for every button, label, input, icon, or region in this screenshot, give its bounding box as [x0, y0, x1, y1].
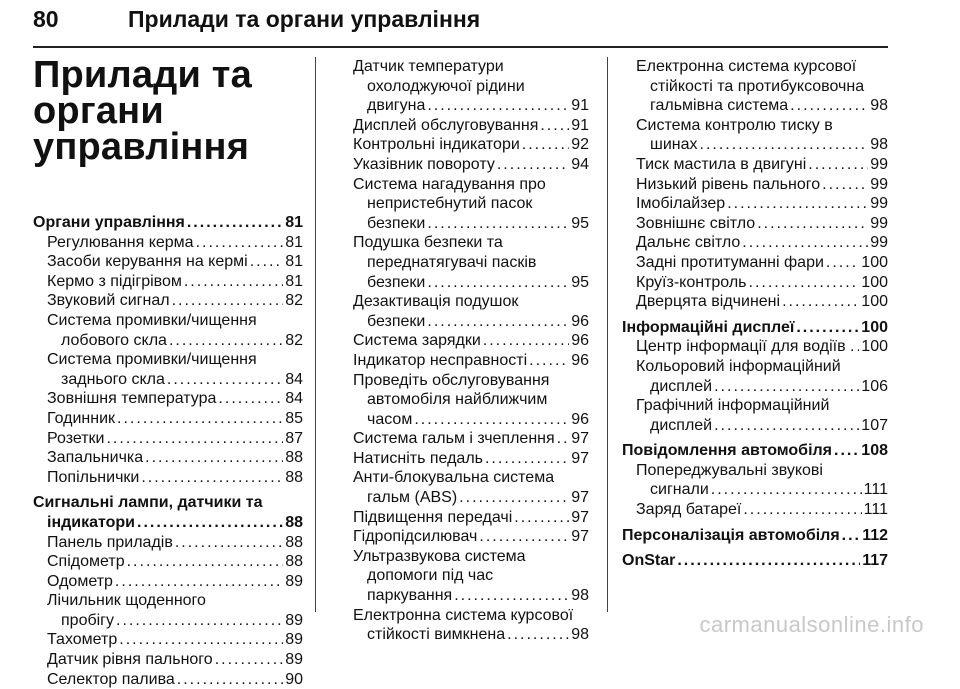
toc-entry-text: Регулювання керма: [47, 233, 194, 251]
dot-leader: [749, 273, 860, 293]
toc-page-number: 111: [863, 501, 888, 519]
toc-column-3: [622, 57, 888, 571]
toc-entry-text: Дальнє світло: [636, 234, 741, 252]
toc-entry-text: Натисніть педаль: [353, 449, 483, 467]
toc-entry-text: сигнали: [650, 481, 709, 499]
toc-entry-text: Зовнішня температура: [47, 390, 217, 408]
toc-entry[interactable]: [622, 233, 888, 253]
toc-section-entry[interactable]: [622, 441, 888, 461]
dot-leader: [483, 331, 569, 351]
dot-leader: [117, 409, 283, 429]
dot-leader: [522, 135, 569, 155]
toc-page-number: 97: [571, 489, 589, 507]
toc-entry-text: непристебнутий пасок: [367, 195, 533, 213]
toc-entry-text: стійкості вимкнена: [367, 626, 506, 644]
dot-leader: [826, 253, 859, 273]
toc-entry[interactable]: [33, 429, 303, 449]
toc-entry[interactable]: [339, 429, 589, 449]
dot-leader: [250, 252, 284, 272]
toc-page-number: 89: [285, 611, 303, 629]
dot-leader: [497, 155, 569, 175]
dot-leader: [514, 508, 569, 528]
toc-entry[interactable]: [622, 253, 888, 273]
running-title: Прилади та органи управління: [128, 6, 481, 32]
toc-entry-text: Кермо з підігрівом: [47, 272, 182, 290]
dot-leader: [711, 480, 862, 500]
dot-leader: [485, 449, 569, 469]
toc-entry[interactable]: [622, 273, 888, 293]
dot-leader: [714, 377, 859, 397]
toc-page-number: 95: [571, 273, 589, 291]
toc-list: [33, 213, 303, 689]
toc-entry[interactable]: [339, 233, 589, 292]
toc-entry[interactable]: [339, 331, 589, 351]
toc-page-number: 97: [571, 449, 589, 467]
toc-entry-text: Лічильник щоденного: [47, 592, 206, 610]
toc-list: [622, 57, 888, 571]
toc-entry-text: Одометр: [47, 572, 113, 590]
toc-entry-text: Органи управління: [33, 214, 185, 231]
toc-entry-text: пробігу: [61, 611, 115, 629]
toc-list: [339, 57, 589, 645]
dot-leader: [196, 233, 284, 253]
toc-entry-text: Запальничка: [47, 449, 144, 467]
toc-entry-text: Подушка безпеки та: [353, 234, 503, 252]
toc-entry-text: Селектор палива: [47, 670, 175, 688]
toc-page-number: 99: [870, 234, 888, 252]
toc-page-number: 92: [571, 136, 589, 154]
toc-entry-text: Заряд батареї: [636, 501, 742, 519]
dot-leader: [479, 527, 569, 547]
toc-page-number: 97: [571, 508, 589, 526]
toc-entry-text: Панель приладів: [47, 533, 173, 551]
dot-leader: [427, 312, 569, 332]
column-divider: [315, 57, 316, 612]
toc-entry-text: Система промивки/чищення: [47, 311, 257, 329]
toc-entry[interactable]: [622, 175, 888, 195]
toc-entry-text: Підвищення передачі: [353, 508, 513, 526]
toc-entry-text: Повідомлення автомобіля: [622, 442, 833, 460]
toc-entry-text: Система промивки/чищення: [47, 351, 257, 369]
toc-entry-text: Персоналізація автомобіля: [622, 526, 840, 544]
toc-page-number: 88: [285, 449, 303, 467]
dot-leader: [184, 272, 283, 292]
toc-page-number: 99: [870, 155, 888, 173]
toc-entry-text: двигуна: [367, 97, 426, 115]
toc-entry-text: Ультразвукова система: [353, 547, 526, 565]
dot-leader: [822, 175, 868, 195]
toc-entry[interactable]: [339, 371, 589, 430]
toc-entry[interactable]: [339, 155, 589, 175]
dot-leader: [727, 194, 868, 214]
dot-leader: [127, 552, 284, 572]
toc-entry[interactable]: [33, 650, 303, 670]
dot-leader: [677, 551, 860, 571]
dot-leader: [454, 586, 569, 606]
dot-leader: [427, 273, 569, 293]
toc-entry[interactable]: [33, 552, 303, 572]
toc-page-number: 99: [870, 195, 888, 213]
toc-entry[interactable]: [622, 194, 888, 214]
toc-page-number: 81: [285, 233, 303, 251]
toc-page-number: 89: [285, 572, 303, 590]
toc-entry-text: автомобіля найближчим: [367, 391, 548, 409]
toc-entry[interactable]: [339, 175, 589, 234]
toc-entry-text: Кольоровий інформаційний: [636, 357, 841, 375]
toc-entry[interactable]: [622, 214, 888, 234]
toc-entry[interactable]: [33, 272, 303, 292]
toc-entry[interactable]: [339, 547, 589, 606]
toc-entry[interactable]: [33, 630, 303, 650]
toc-entry-text: Годинник: [47, 409, 116, 427]
toc-entry-text: дисплей: [650, 416, 713, 434]
page-number: 80: [33, 6, 59, 32]
dot-leader: [187, 213, 283, 233]
toc-entry[interactable]: [339, 527, 589, 547]
toc-entry[interactable]: [33, 591, 303, 630]
toc-entry-text: Дверцята відчинені: [636, 293, 781, 311]
toc-section-entry[interactable]: [622, 526, 888, 546]
toc-page-number: 81: [285, 214, 303, 231]
toc-page-number: 111: [863, 481, 888, 499]
toc-entry[interactable]: [622, 292, 888, 312]
toc-page-number: 96: [571, 312, 589, 330]
toc-page-number: 99: [870, 175, 888, 193]
toc-entry-text: заднього скла: [61, 370, 165, 388]
toc-entry-text: Тиск мастила в двигуні: [636, 155, 807, 173]
toc-page-number: 107: [861, 416, 888, 434]
dot-leader: [119, 630, 283, 650]
toc-page-number: 82: [285, 331, 303, 349]
toc-page-number: 85: [285, 409, 303, 427]
toc-page-number: 89: [285, 631, 303, 649]
toc-entry[interactable]: [622, 396, 888, 435]
column-divider: [607, 57, 608, 612]
toc-entry[interactable]: [339, 468, 589, 507]
toc-entry[interactable]: [339, 116, 589, 136]
toc-column-1: [33, 54, 303, 689]
toc-page-number: 117: [862, 552, 888, 570]
dot-leader: [141, 468, 283, 488]
toc-entry[interactable]: [33, 291, 303, 311]
toc-entry[interactable]: [33, 350, 303, 389]
dot-leader: [427, 96, 569, 116]
dot-leader: [175, 533, 283, 553]
toc-entry[interactable]: [622, 337, 888, 357]
dot-leader: [782, 292, 859, 312]
toc-entry-text: Центр інформації для водіїв .: [636, 338, 855, 356]
toc-entry[interactable]: [622, 357, 888, 396]
toc-entry-text: Круїз-контроль: [636, 273, 747, 291]
toc-entry[interactable]: [33, 311, 303, 350]
toc-entry-text: OnStar: [622, 552, 676, 570]
toc-entry-text: Сигнальні лампи, датчики та: [33, 494, 263, 512]
dot-leader: [177, 670, 283, 689]
toc-entry-text: безпеки: [367, 214, 426, 232]
dot-leader: [743, 500, 861, 520]
toc-page-number: 96: [571, 351, 589, 369]
dot-leader: [116, 611, 283, 631]
toc-entry[interactable]: [622, 57, 888, 116]
toc-entry-text: гальмівна система: [650, 97, 789, 115]
dot-leader: [834, 441, 859, 461]
dot-leader: [169, 331, 283, 351]
toc-entry-text: стійкості та протибуксовочна: [650, 77, 865, 95]
toc-page-number: 94: [571, 155, 589, 173]
toc-page-number: 96: [571, 410, 589, 428]
toc-page-number: 98: [571, 626, 589, 644]
toc-entry-text: Електронна система курсової: [353, 606, 574, 624]
toc-entry-text: гальм (ABS): [367, 489, 458, 507]
dot-leader: [414, 410, 569, 430]
toc-page-number: 100: [861, 253, 888, 271]
toc-entry-text: Засоби керування на кермі: [47, 253, 248, 271]
toc-entry-text: допомоги під час: [367, 567, 494, 585]
toc-entry[interactable]: [33, 533, 303, 553]
dot-leader: [106, 429, 283, 449]
dot-leader: [700, 135, 869, 155]
toc-entry[interactable]: [339, 351, 589, 371]
toc-page-number: 100: [861, 318, 888, 336]
toc-entry-text: Електронна система курсової: [636, 58, 857, 75]
toc-entry[interactable]: [339, 292, 589, 331]
toc-page-number: 82: [285, 292, 303, 310]
toc-entry-text: переднатягувачі пасків: [367, 253, 537, 271]
toc-entry-text: Проведіть обслуговування: [353, 371, 550, 389]
toc-entry[interactable]: [622, 500, 888, 520]
toc-entry-text: Спідометр: [47, 553, 125, 571]
toc-entry-text: Задні протитуманні фари: [636, 253, 824, 271]
dot-leader: [167, 370, 283, 390]
dot-leader: [137, 513, 283, 533]
toc-column-2: [339, 57, 589, 645]
dot-leader: [714, 416, 859, 436]
toc-entry-text: Контрольні індикатори: [353, 136, 520, 154]
toc-page-number: 91: [571, 97, 589, 115]
toc-section-entry[interactable]: [33, 493, 303, 532]
chapter-title-line: управління: [33, 126, 250, 168]
toc-entry-text: Датчик температури: [353, 58, 504, 75]
dot-leader: [796, 318, 859, 338]
dot-leader: [459, 488, 569, 508]
toc-page-number: 97: [571, 528, 589, 546]
toc-entry[interactable]: [339, 135, 589, 155]
toc-entry-text: дисплей: [650, 377, 713, 395]
toc-entry-text: лобового скла: [61, 331, 167, 349]
dot-leader: [172, 291, 284, 311]
toc-page-number: 88: [285, 533, 303, 551]
toc-page-number: 91: [571, 116, 589, 134]
dot-leader: [215, 650, 284, 670]
toc-page-number: 98: [870, 136, 888, 154]
toc-page-number: 96: [571, 332, 589, 350]
chapter-title: [33, 54, 303, 168]
toc-section-entry[interactable]: [622, 551, 888, 571]
toc-page-number: 88: [285, 513, 303, 531]
dot-leader: [540, 116, 569, 136]
dot-leader: [557, 429, 570, 449]
toc-page-number: 100: [861, 293, 888, 311]
dot-leader: [808, 155, 868, 175]
toc-page-number: 98: [870, 97, 888, 115]
toc-entry-text: індикатори: [47, 513, 136, 531]
toc-page-number: 84: [285, 390, 303, 408]
toc-entry[interactable]: [339, 57, 589, 116]
toc-entry[interactable]: [33, 409, 303, 429]
dot-leader: [757, 214, 868, 234]
toc-page-number: 100: [861, 338, 888, 356]
toc-entry-text: Система контролю тиску в: [636, 116, 833, 134]
dot-leader: [115, 572, 283, 592]
toc-entry[interactable]: [339, 449, 589, 469]
toc-entry[interactable]: [622, 116, 888, 155]
toc-entry[interactable]: [622, 155, 888, 175]
toc-entry-text: Дезактивація подушок: [353, 293, 519, 311]
toc-page-number: 81: [285, 272, 303, 290]
toc-entry-text: паркування: [367, 587, 453, 605]
dot-leader: [790, 96, 868, 116]
toc-entry-text: Імобілайзер: [636, 195, 726, 213]
toc-entry-text: Указівник повороту: [353, 155, 495, 173]
toc-entry-text: Анти-блокувальна система: [353, 469, 555, 487]
toc-entry-text: Гідропідсилювач: [353, 528, 478, 546]
dot-leader: [427, 214, 569, 234]
toc-entry-text: Індикатор несправності: [353, 351, 528, 369]
toc-page-number: 89: [285, 651, 303, 669]
toc-entry[interactable]: [339, 508, 589, 528]
toc-page-number: 99: [870, 214, 888, 232]
toc-entry-text: безпеки: [367, 273, 426, 291]
toc-page-number: 108: [861, 442, 888, 460]
toc-entry[interactable]: [33, 448, 303, 468]
toc-entry-text: Графічний інформаційний: [636, 397, 830, 415]
toc-page-number: 112: [862, 526, 888, 544]
toc-entry-text: Попільнички: [47, 468, 140, 486]
page-header: [33, 0, 888, 48]
toc-page-number: 100: [861, 273, 888, 291]
dot-leader: [856, 337, 859, 357]
toc-entry[interactable]: [339, 606, 589, 645]
toc-page-number: 88: [285, 468, 303, 486]
toc-entry-text: охолоджуючої рідини: [367, 77, 525, 95]
toc-entry-text: Зовнішнє світло: [636, 214, 756, 232]
toc-entry-text: Дисплей обслуговування: [353, 116, 539, 134]
toc-entry-text: Попереджувальні звукові: [636, 461, 823, 479]
dot-leader: [842, 526, 861, 546]
toc-page-number: 97: [571, 430, 589, 448]
toc-entry-text: шинах: [650, 136, 698, 154]
chapter-title-line: Прилади та органи: [33, 54, 252, 132]
toc-page-number: 90: [285, 670, 303, 688]
toc-page-number: 95: [571, 214, 589, 232]
toc-entry-text: Розетки: [47, 429, 105, 447]
toc-entry[interactable]: [33, 670, 303, 689]
toc-page-number: 88: [285, 553, 303, 571]
toc-page-number: 84: [285, 370, 303, 388]
dot-leader: [218, 389, 283, 409]
toc-entry[interactable]: [33, 233, 303, 253]
toc-entry-text: Система гальм і зчеплення: [353, 430, 555, 448]
toc-entry-text: Датчик рівня пального: [47, 651, 213, 669]
toc-page-number: 81: [285, 253, 303, 271]
toc-entry[interactable]: [33, 572, 303, 592]
toc-entry-text: Система зарядки: [353, 332, 481, 350]
toc-entry[interactable]: [33, 252, 303, 272]
toc-entry-text: безпеки: [367, 312, 426, 330]
toc-entry[interactable]: [33, 468, 303, 488]
dot-leader: [529, 351, 569, 371]
toc-entry-text: Інформаційні дисплеї: [622, 318, 795, 336]
toc-entry-text: Тахометр: [47, 631, 118, 649]
toc-entry-text: Низький рівень пального: [636, 175, 821, 193]
dot-leader: [145, 448, 283, 468]
toc-entry-text: Система нагадування про: [353, 175, 546, 193]
toc-entry-text: Звуковий сигнал: [47, 292, 170, 310]
toc-section-entry[interactable]: [33, 213, 303, 233]
toc-page-number: 106: [861, 377, 888, 395]
toc-entry[interactable]: [622, 461, 888, 500]
toc-entry[interactable]: [33, 389, 303, 409]
toc-section-entry[interactable]: [622, 318, 888, 338]
watermark: carmanualsonline.info: [699, 612, 924, 637]
toc-page-number: 98: [571, 587, 589, 605]
toc-page-number: 87: [285, 429, 303, 447]
dot-leader: [742, 233, 868, 253]
toc-entry-text: часом: [367, 410, 413, 428]
